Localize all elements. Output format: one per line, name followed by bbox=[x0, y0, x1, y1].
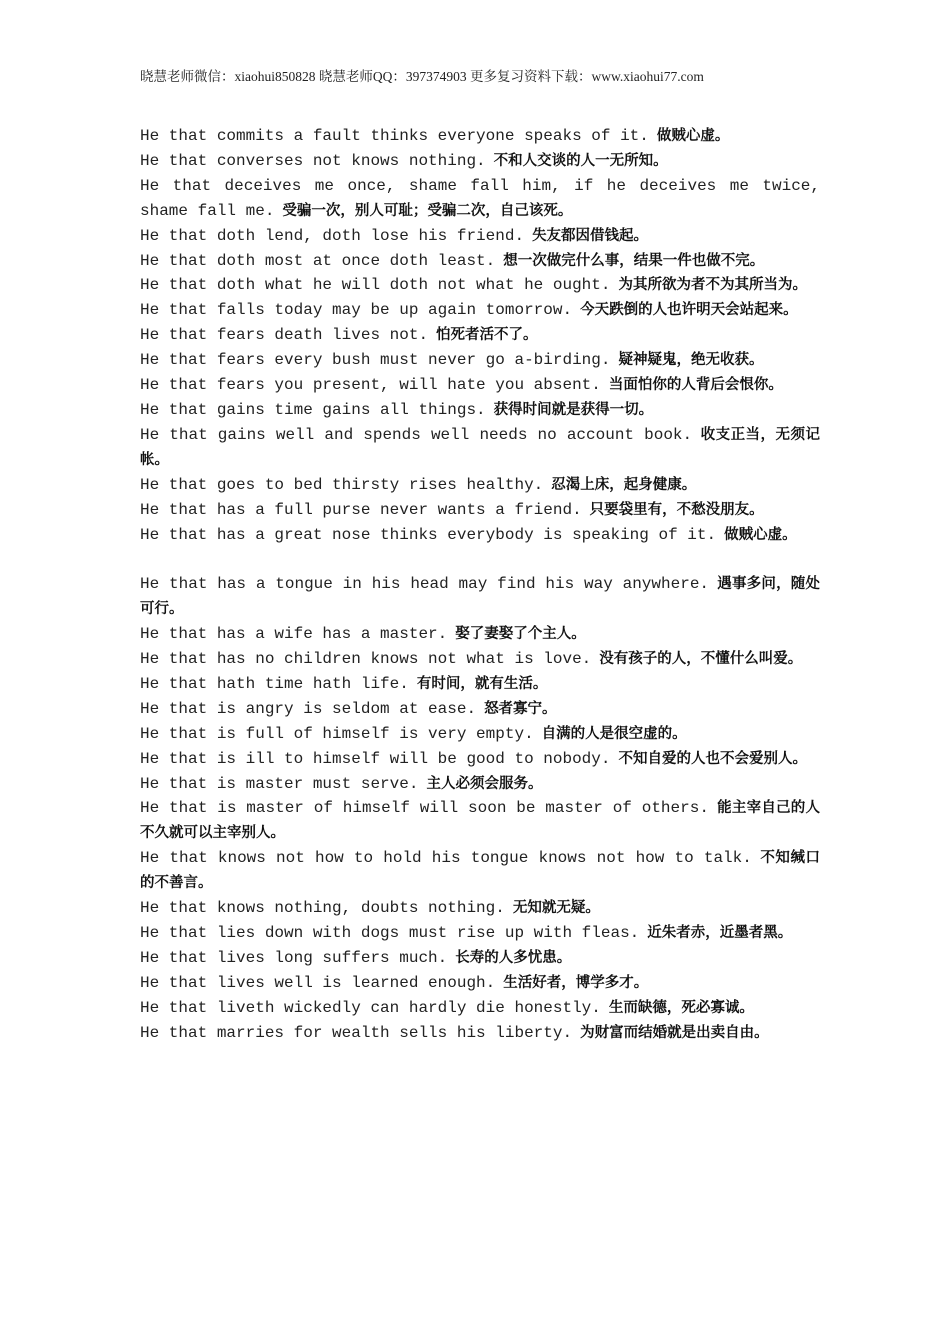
proverb-chinese: 忍渴上床，起身健康。 bbox=[551, 476, 697, 493]
proverb-chinese: 不和人交谈的人一无所知。 bbox=[493, 152, 668, 169]
proverb-chinese: 生活好者，博学多才。 bbox=[503, 974, 649, 991]
proverb-chinese: 只要袋里有，不愁没朋友。 bbox=[589, 501, 764, 518]
proverb-chinese: 没有孩子的人，不懂什么叫爱。 bbox=[599, 651, 803, 668]
proverb-english: He that fears every bush must never go a-birding. bbox=[140, 351, 611, 370]
proverb-line bbox=[140, 273, 820, 298]
proverb-chinese: 不知缄口的不善言。 bbox=[140, 850, 820, 892]
proverb-chinese: 娶了妻娶了个主人。 bbox=[455, 626, 586, 643]
proverb-english: He that is full of himself is very empty. bbox=[140, 724, 534, 743]
proverb-english: He that converses not knows nothing. bbox=[140, 151, 486, 170]
proverb-line bbox=[140, 946, 820, 971]
proverb-line bbox=[140, 921, 820, 946]
proverb-english: He that has a tongue in his head may find his way anywhere. bbox=[140, 575, 710, 594]
proverb-chinese: 近朱者赤，近墨者黑。 bbox=[647, 924, 793, 941]
proverb-english: He that is master must serve. bbox=[140, 774, 419, 793]
proverb-line bbox=[140, 174, 820, 224]
proverb-line bbox=[140, 896, 820, 921]
proverb-chinese: 今天跌倒的人也许明天会站起来。 bbox=[580, 302, 798, 319]
proverb-english: He that knows nothing, doubts nothing. bbox=[140, 899, 505, 918]
proverb-english: He that marries for wealth sells his liberty. bbox=[140, 1023, 573, 1042]
proverb-chinese: 生而缺德，死必寡诚。 bbox=[608, 999, 754, 1016]
proverb-line bbox=[140, 323, 820, 348]
page-header: 晓慧老师微信：xiaohui850828 晓慧老师QQ：397374903 更多复习资料下载：www.xiaohui77.com bbox=[140, 69, 704, 84]
proverb-english: He that fears you present, will hate you absent. bbox=[140, 376, 601, 395]
blank-line bbox=[140, 547, 820, 572]
proverb-chinese: 当面怕你的人背后会恨你。 bbox=[608, 377, 783, 394]
proverb-english: He that goes to bed thirsty rises healthy. bbox=[140, 475, 544, 494]
proverb-line bbox=[140, 398, 820, 423]
proverb-line bbox=[140, 722, 820, 747]
proverb-line bbox=[140, 672, 820, 697]
proverb-chinese: 收支正当，无须记帐。 bbox=[140, 426, 820, 468]
proverb-chinese: 无知就无疑。 bbox=[512, 900, 600, 917]
proverb-chinese: 不知自爱的人也不会爱别人。 bbox=[618, 750, 807, 767]
proverb-english: He that doth lend, doth lose his friend. bbox=[140, 226, 525, 245]
proverb-english: He that fears death lives not. bbox=[140, 326, 429, 345]
proverb-english: He that has a great nose thinks everybody is speaking of it. bbox=[140, 525, 717, 544]
proverb-chinese: 受骗一次，别人可耻；受骗二次，自己该死。 bbox=[282, 202, 573, 219]
proverb-chinese: 失友都因借钱起。 bbox=[532, 227, 649, 244]
proverb-english: He that has a full purse never wants a friend. bbox=[140, 500, 582, 519]
proverb-chinese: 能主宰自己的人不久就可以主宰别人。 bbox=[140, 800, 820, 842]
proverb-line bbox=[140, 373, 820, 398]
proverb-english: He that lies down with dogs must rise up with fleas. bbox=[140, 923, 640, 942]
proverb-english: He that has a wife has a master. bbox=[140, 625, 448, 644]
proverb-english: He that doth what he will doth not what he ought. bbox=[140, 276, 611, 295]
proverb-chinese: 自满的人是很空虚的。 bbox=[541, 725, 687, 742]
proverb-line bbox=[140, 523, 820, 548]
proverb-line bbox=[140, 348, 820, 373]
proverb-english: He that is angry is seldom at ease. bbox=[140, 699, 477, 718]
proverb-english: He that gains time gains all things. bbox=[140, 400, 486, 419]
proverb-line bbox=[140, 473, 820, 498]
proverb-line bbox=[140, 298, 820, 323]
proverb-line bbox=[140, 498, 820, 523]
proverb-line bbox=[140, 572, 820, 622]
proverb-chinese: 获得时间就是获得一切。 bbox=[493, 401, 654, 418]
proverb-chinese: 想一次做完什么事，结果一件也做不完。 bbox=[503, 252, 765, 269]
proverb-line bbox=[140, 124, 820, 149]
proverb-list bbox=[140, 124, 820, 1046]
proverb-english: He that knows not how to hold his tongue knows not how to talk. bbox=[140, 849, 752, 868]
proverb-line bbox=[140, 249, 820, 274]
proverb-chinese: 为财富而结婚就是出卖自由。 bbox=[580, 1024, 769, 1041]
proverb-english: He that is ill to himself will be good to nobody. bbox=[140, 749, 611, 768]
proverb-english: He that gains well and spends well needs no account book. bbox=[140, 425, 693, 444]
proverb-chinese: 做贼心虚。 bbox=[656, 128, 730, 144]
proverb-english: He that deceives me once, shame fall him, if he deceives me twice, shame fall me. bbox=[140, 176, 820, 220]
proverb-english: He that has no children knows not what is love. bbox=[140, 650, 592, 669]
proverb-line bbox=[140, 149, 820, 174]
proverb-english: He that doth most at once doth least. bbox=[140, 251, 496, 270]
proverb-line bbox=[140, 772, 820, 797]
proverb-chinese: 遇事多问，随处可行。 bbox=[140, 576, 821, 618]
proverb-line bbox=[140, 1021, 820, 1046]
proverb-line bbox=[140, 846, 820, 896]
proverb-line bbox=[140, 697, 820, 722]
proverb-english: He that is master of himself will soon be master of others. bbox=[140, 799, 709, 818]
proverb-line bbox=[140, 423, 820, 473]
proverb-english: He that lives well is learned enough. bbox=[140, 973, 496, 992]
proverb-line bbox=[140, 622, 820, 647]
proverb-chinese: 怕死者活不了。 bbox=[436, 327, 538, 344]
proverb-chinese: 为其所欲为者不为其所当为。 bbox=[618, 277, 807, 294]
proverb-line bbox=[140, 747, 820, 772]
proverb-chinese: 长寿的人多忧患。 bbox=[455, 949, 572, 966]
proverb-line bbox=[140, 971, 820, 996]
proverb-english: He that lives long suffers much. bbox=[140, 948, 448, 967]
proverb-english: He that liveth wickedly can hardly die honestly. bbox=[140, 998, 601, 1017]
proverb-chinese: 有时间，就有生活。 bbox=[416, 675, 548, 692]
proverb-chinese: 主人必须会服务。 bbox=[426, 775, 543, 792]
proverb-line bbox=[140, 647, 820, 672]
proverb-chinese: 做贼心虚。 bbox=[724, 526, 797, 543]
proverb-line bbox=[140, 796, 820, 846]
proverb-english: He that falls today may be up again tomorrow. bbox=[140, 301, 573, 320]
proverb-chinese: 疑神疑鬼，绝无收获。 bbox=[618, 352, 764, 369]
proverb-english: He that hath time hath life. bbox=[140, 674, 409, 693]
proverb-chinese: 怒者寡宁。 bbox=[484, 700, 557, 717]
proverb-line bbox=[140, 224, 820, 249]
proverb-line bbox=[140, 996, 820, 1021]
proverb-english: He that commits a fault thinks everyone speaks of it. bbox=[140, 127, 649, 145]
